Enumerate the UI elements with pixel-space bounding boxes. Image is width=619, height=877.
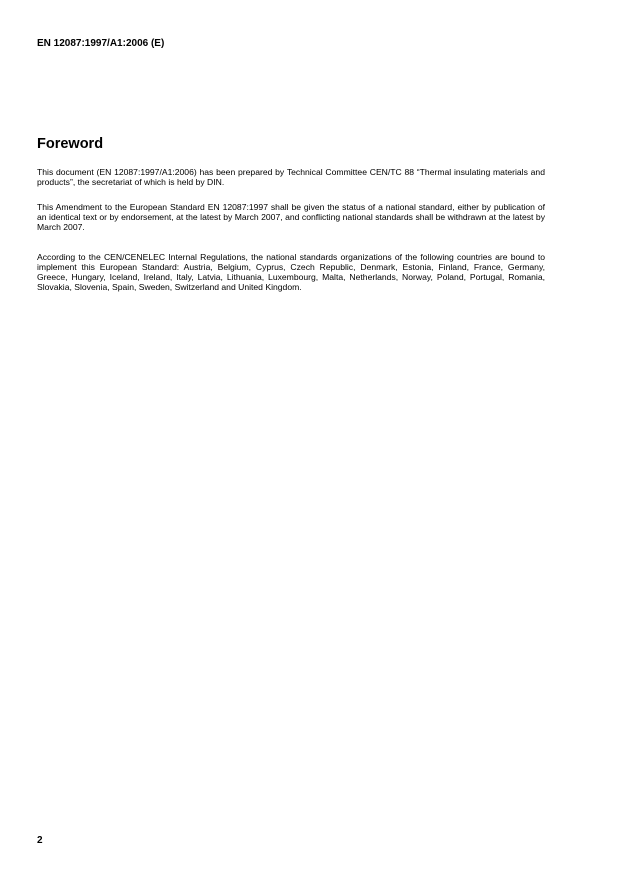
paragraph-regulations: According to the CEN/CENELEC Internal Regulations, the national standards organizations of the following countries are bound to implement this European Standard: Austria, Belgium, Cyprus, Czech Republic, Denmark, Estonia, Finland, France, Germany, Greece, Hungary, Iceland, Ireland, Italy, Latvia, Lithuania, Luxembourg, Malta, Netherlands, Norway, Poland, Portugal, Romania, Slovakia, Slovenia, Spain, Sweden, Switzerland and United Kingdom. <box>37 252 545 292</box>
page-number: 2 <box>37 835 43 846</box>
document-id-header: EN 12087:1997/A1:2006 (E) <box>37 38 165 49</box>
section-title: Foreword <box>37 136 104 152</box>
paragraph-preparation: This document (EN 12087:1997/A1:2006) has been prepared by Technical Committee CEN/TC 88 “Thermal insulating materials and products”, the secretariat of which is held by DIN. <box>37 167 545 187</box>
paragraph-status: This Amendment to the European Standard EN 12087:1997 shall be given the status of a national standard, either by publication of an identical text or by endorsement, at the latest by March 2007, and conflicting national standards shall be withdrawn at the latest by March 2007. <box>37 202 545 232</box>
